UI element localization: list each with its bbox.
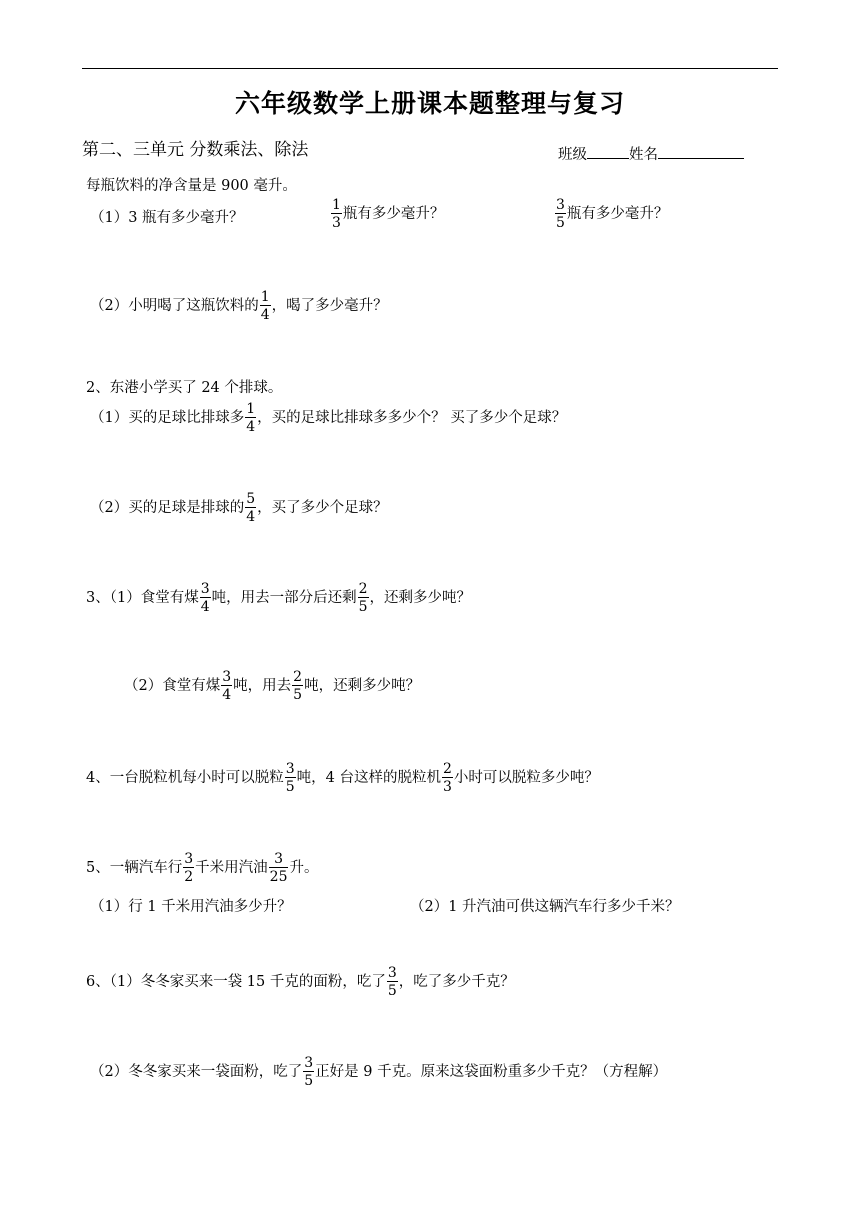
numerator: 3 <box>222 669 232 685</box>
fraction <box>358 582 369 614</box>
fraction <box>245 492 256 524</box>
text: 5、一辆汽车行 <box>86 860 183 876</box>
numerator: 3 <box>269 852 289 868</box>
denominator: 5 <box>387 983 397 999</box>
denominator: 2 <box>184 869 194 885</box>
numerator: 1 <box>246 401 256 417</box>
q6-part2 <box>90 1056 667 1088</box>
text: 吨，还剩多少吨？ <box>304 678 421 694</box>
q1-part1b <box>330 198 444 230</box>
numerator: 3 <box>387 965 397 981</box>
q1-part2 <box>90 290 388 322</box>
fraction <box>303 1056 314 1088</box>
q1-part1c <box>554 198 668 230</box>
text: ，喝了多少毫升？ <box>271 298 388 314</box>
fraction <box>442 762 453 794</box>
numerator: 1 <box>332 197 341 213</box>
q5-intro <box>86 852 318 884</box>
denominator: 4 <box>200 599 210 615</box>
section-heading <box>82 140 308 160</box>
denominator: 3 <box>443 779 452 795</box>
numerator: 3 <box>556 197 565 213</box>
header-rule <box>82 68 778 69</box>
text: 4、一台脱粒机每小时可以脱粒 <box>86 770 284 786</box>
section-label: 第二、三单元 分数乘法、除法 <box>82 140 309 160</box>
denominator: 4 <box>222 687 232 703</box>
q2-part2 <box>90 492 388 524</box>
text: （2）冬冬家买来一袋面粉，吃了 <box>90 1064 303 1080</box>
numerator: 1 <box>260 289 270 305</box>
text: 正好是 9 千克。原来这袋面粉重多少千克？（方程解） <box>315 1064 668 1080</box>
denominator: 5 <box>293 687 303 703</box>
numerator: 3 <box>200 581 210 597</box>
class-blank[interactable] <box>587 143 629 159</box>
q5-part1: （1）行 1 千米用汽油多少升？ <box>90 899 292 915</box>
class-label: 班级 <box>558 147 587 163</box>
fraction <box>183 852 194 884</box>
numerator: 2 <box>293 669 303 685</box>
q3-part2 <box>124 670 420 702</box>
numerator: 3 <box>285 761 295 777</box>
denominator: 3 <box>332 215 341 231</box>
q1-part1b-text: 瓶有多少毫升？ <box>342 206 445 222</box>
denominator: 25 <box>269 869 288 885</box>
name-label: 姓名 <box>629 147 658 163</box>
text: 千米用汽油 <box>195 860 268 876</box>
text: 3、（1）食堂有煤 <box>86 590 199 606</box>
q4 <box>86 762 599 794</box>
text: 吨，4 台这样的脱粒机 <box>296 770 441 786</box>
name-blank[interactable] <box>658 143 744 159</box>
text: （2）小明喝了这瓶饮料的 <box>90 298 259 314</box>
student-info <box>558 143 744 165</box>
q6-part1 <box>86 966 515 998</box>
fraction <box>260 290 271 322</box>
fraction <box>269 852 289 884</box>
text: ，买的足球比排球多多少个？ 买了多少个足球？ <box>257 410 567 426</box>
q2-intro: 2、东港小学买了 24 个排球。 <box>86 380 283 396</box>
q1-part1c-text: 瓶有多少毫升？ <box>566 206 669 222</box>
fraction <box>387 966 398 998</box>
numerator: 3 <box>304 1055 314 1071</box>
numerator: 3 <box>184 851 194 867</box>
fraction <box>200 582 211 614</box>
numerator: 2 <box>443 761 452 777</box>
text: 吨，用去一部分后还剩 <box>211 590 357 606</box>
fraction <box>555 198 566 230</box>
text: 吨，用去 <box>233 678 292 694</box>
text: ，还剩多少吨？ <box>369 590 472 606</box>
q1-part1a: （1）3 瓶有多少毫升？ <box>90 210 244 226</box>
text: （1）买的足球比排球多 <box>90 410 245 426</box>
denominator: 5 <box>285 779 295 795</box>
text: ，吃了多少千克？ <box>398 974 515 990</box>
numerator: 5 <box>246 491 256 507</box>
text: （2）食堂有煤 <box>124 678 221 694</box>
q1-intro: 每瓶饮料的净含量是 900 毫升。 <box>86 178 297 194</box>
text: 小时可以脱粒多少吨？ <box>453 770 599 786</box>
fraction <box>245 402 256 434</box>
q5-part2: （2）1 升汽油可供这辆汽车行多少千米？ <box>410 899 680 915</box>
numerator: 2 <box>358 581 368 597</box>
text: 6、（1）冬冬家买来一袋 15 千克的面粉，吃了 <box>86 974 386 990</box>
denominator: 5 <box>358 599 368 615</box>
text: （2）买的足球是排球的 <box>90 500 245 516</box>
q3-part1 <box>86 582 471 614</box>
text: 升。 <box>289 860 319 876</box>
text: ，买了多少个足球？ <box>257 500 388 516</box>
fraction <box>285 762 296 794</box>
denominator: 5 <box>556 215 565 231</box>
fraction <box>292 670 303 702</box>
page-title: 六年级数学上册课本题整理与复习 <box>234 89 625 118</box>
denominator: 5 <box>304 1073 314 1089</box>
denominator: 4 <box>246 509 256 525</box>
q2-part1 <box>90 402 566 434</box>
fraction <box>221 670 232 702</box>
fraction <box>331 198 342 230</box>
denominator: 4 <box>246 419 256 435</box>
denominator: 4 <box>260 307 270 323</box>
